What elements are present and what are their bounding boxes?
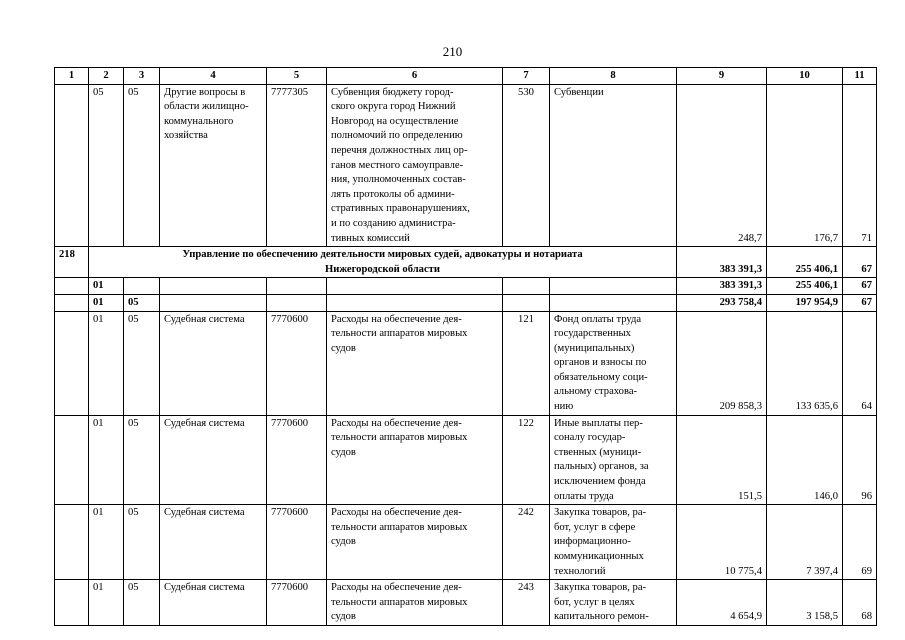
column-header: 11 <box>843 68 877 85</box>
cell-section: 01 <box>89 311 124 415</box>
cell-expense-name: Субвенции <box>550 84 677 247</box>
cell-actual: 255 406,1 <box>767 278 843 295</box>
section-code: 218 <box>55 247 89 278</box>
cell-percent: 67 <box>843 247 877 278</box>
cell-expense-name: Фонд оплаты труда государственных (муниципальных) органов и взносы по обязательному соци- альному страхова- нию <box>550 311 677 415</box>
table-row <box>55 580 877 626</box>
column-header: 10 <box>767 68 843 85</box>
column-header: 4 <box>160 68 267 85</box>
cell-percent: 68 <box>843 580 877 626</box>
budget-table <box>54 67 877 626</box>
column-header: 1 <box>55 68 89 85</box>
section-title-line: Управление по обеспечению деятельности мировых судей, адвокатуры и нотариата <box>182 249 583 261</box>
cell-actual: 3 158,5 <box>767 580 843 626</box>
cell-percent: 67 <box>843 294 877 311</box>
cell-target-name: Субвенция бюджету город- ского округа город Нижний Новгород на осуществление полномочий по определению перечня должностных лиц ор- ганов местного самоуправле- ния, уполномоченных состав- лять протоколы об админи- стративных правонарушениях, и по созданию администра- тивных комиссий <box>327 84 503 247</box>
cell-expense-name: Закупка товаров, ра- бот, услуг в целях капитального ремон- <box>550 580 677 626</box>
cell-section: 01 <box>89 415 124 505</box>
column-header: 6 <box>327 68 503 85</box>
column-header: 7 <box>503 68 550 85</box>
cell-subsection: 05 <box>124 505 160 580</box>
cell-percent: 71 <box>843 84 877 247</box>
column-header: 8 <box>550 68 677 85</box>
cell-section: 01 <box>89 505 124 580</box>
column-header: 5 <box>267 68 327 85</box>
cell-plan: 10 775,4 <box>677 505 767 580</box>
cell-percent: 64 <box>843 311 877 415</box>
cell-actual: 133 635,6 <box>767 311 843 415</box>
cell-target-code: 7770600 <box>267 415 327 505</box>
cell-percent: 69 <box>843 505 877 580</box>
cell-plan: 4 654,9 <box>677 580 767 626</box>
column-header-row <box>55 68 877 85</box>
cell-target-name: Расходы на обеспечение дея- тельности аппаратов мировых судов <box>327 311 503 415</box>
cell-target-name: Расходы на обеспечение дея- тельности аппаратов мировых судов <box>327 580 503 626</box>
cell-target-name: Расходы на обеспечение дея- тельности аппаратов мировых судов <box>327 415 503 505</box>
section-row <box>55 247 877 278</box>
table-row <box>55 505 877 580</box>
section-title <box>89 247 677 278</box>
cell-plan: 383 391,3 <box>677 247 767 278</box>
cell-expense-type: 243 <box>503 580 550 626</box>
cell-section: 01 <box>89 278 124 295</box>
cell-percent: 67 <box>843 278 877 295</box>
cell-actual: 146,0 <box>767 415 843 505</box>
cell-section: 01 <box>89 294 124 311</box>
cell-plan: 383 391,3 <box>677 278 767 295</box>
cell-subsection-name: Судебная система <box>160 311 267 415</box>
cell-percent: 96 <box>843 415 877 505</box>
cell-plan: 293 758,4 <box>677 294 767 311</box>
cell-subsection: 05 <box>124 415 160 505</box>
cell-target-code: 7770600 <box>267 311 327 415</box>
cell-expense-type: 122 <box>503 415 550 505</box>
cell-subsection-name: Судебная система <box>160 580 267 626</box>
page-number: 210 <box>442 44 463 59</box>
column-header: 3 <box>124 68 160 85</box>
cell-target-code: 7777305 <box>267 84 327 247</box>
column-header: 2 <box>89 68 124 85</box>
cell-target-code: 7770600 <box>267 505 327 580</box>
cell-subsection-name: Судебная система <box>160 415 267 505</box>
cell-plan: 151,5 <box>677 415 767 505</box>
cell-actual: 197 954,9 <box>767 294 843 311</box>
cell-section: 01 <box>89 580 124 626</box>
cell-actual: 255 406,1 <box>767 247 843 278</box>
cell-target-name: Расходы на обеспечение дея- тельности аппаратов мировых судов <box>327 505 503 580</box>
cell-expense-name: Иные выплаты пер- соналу государ- ственных (муници- пальных) органов, за исключением фонда оплаты труда <box>550 415 677 505</box>
cell-actual: 176,7 <box>767 84 843 247</box>
cell-expense-type: 121 <box>503 311 550 415</box>
cell-target-code: 7770600 <box>267 580 327 626</box>
cell-subsection: 05 <box>124 294 160 311</box>
table-row <box>55 415 877 505</box>
cell-section: 05 <box>89 84 124 247</box>
table-row <box>55 311 877 415</box>
column-header: 9 <box>677 68 767 85</box>
subtotal-row <box>55 278 877 295</box>
cell-plan: 209 858,3 <box>677 311 767 415</box>
table-row <box>55 84 877 247</box>
cell-subsection: 05 <box>124 84 160 247</box>
cell-subsection: 05 <box>124 580 160 626</box>
subtotal-row <box>55 294 877 311</box>
cell-actual: 7 397,4 <box>767 505 843 580</box>
cell-subsection-name: Другие вопросы в области жилищно- коммунального хозяйства <box>160 84 267 247</box>
cell-plan: 248,7 <box>677 84 767 247</box>
cell-subsection: 05 <box>124 311 160 415</box>
cell-subsection-name: Судебная система <box>160 505 267 580</box>
cell-expense-name: Закупка товаров, ра- бот, услуг в сфере информационно- коммуникационных технологий <box>550 505 677 580</box>
cell-expense-type: 242 <box>503 505 550 580</box>
cell-expense-type: 530 <box>503 84 550 247</box>
section-title-line: Нижегородской области <box>325 263 440 275</box>
